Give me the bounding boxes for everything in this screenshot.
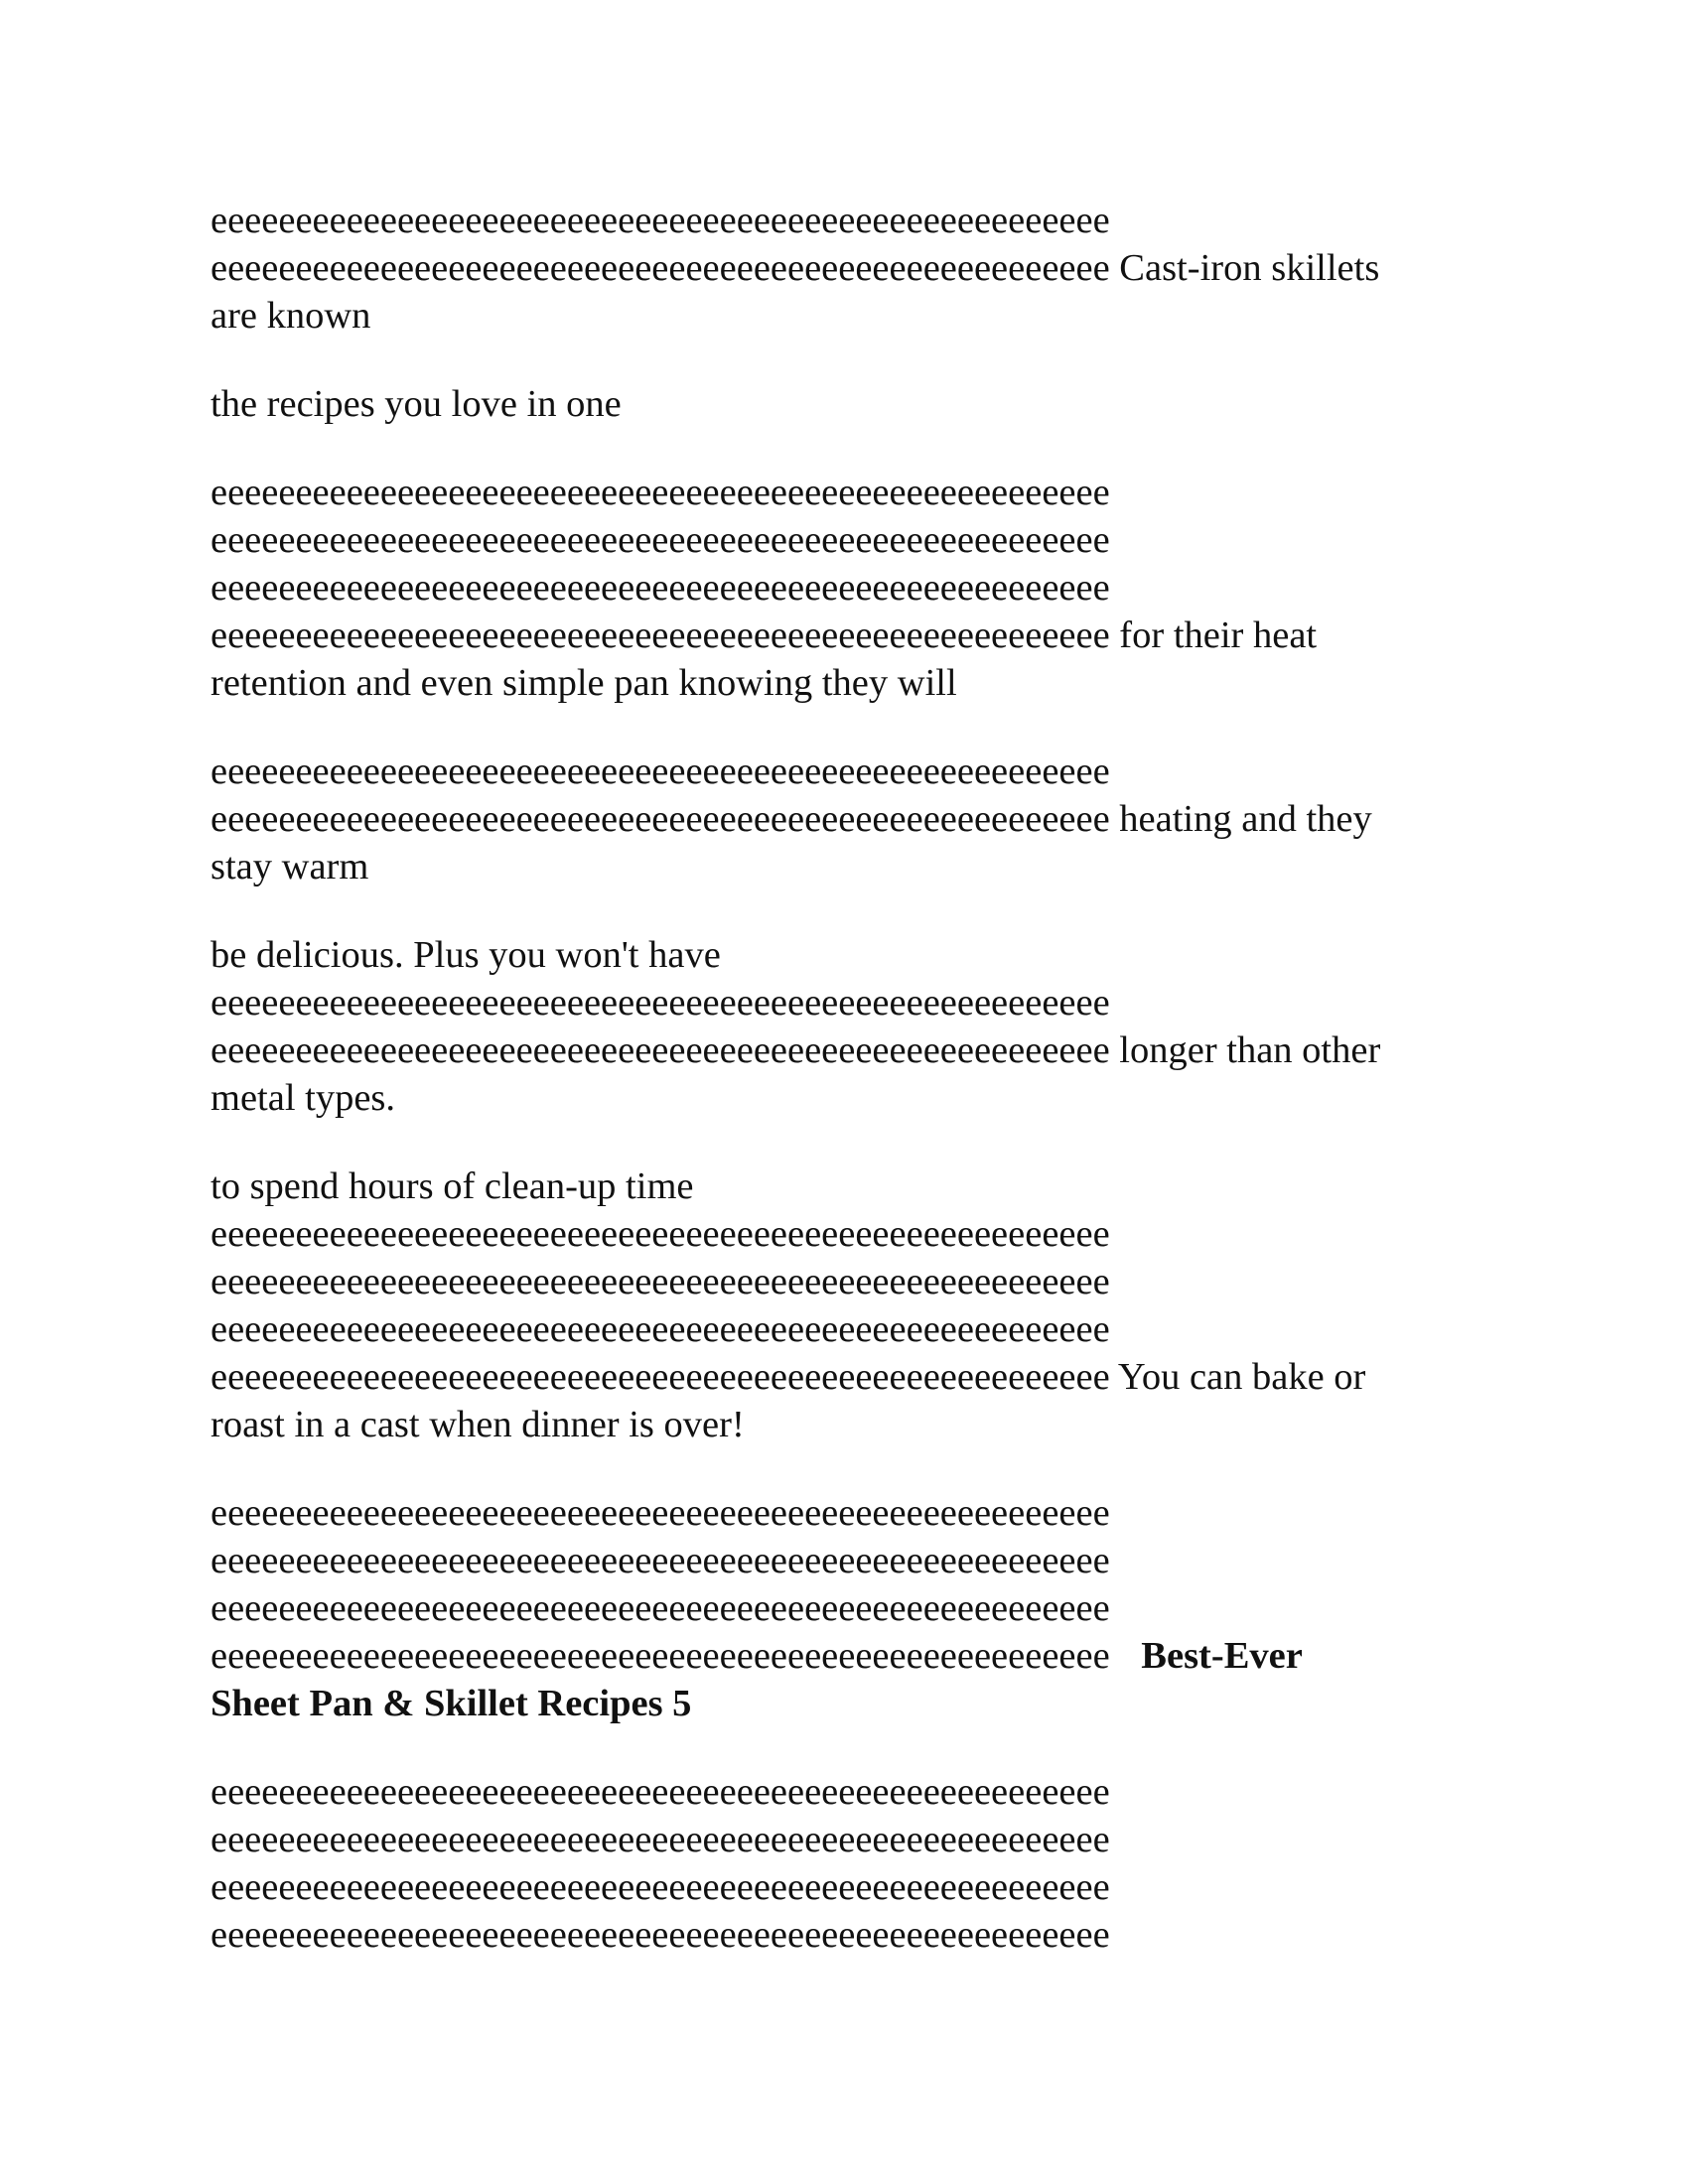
- text-line: eeeeeeeeeeeeeeeeeeeeeeeeeeeeeeeeeeeeeeeeeeeeeeeeeeeee: [211, 567, 1110, 609]
- text-line: eeeeeeeeeeeeeeeeeeeeeeeeeeeeeeeeeeeeeeeeeeeeeeeeeeeee longer than other: [211, 1029, 1381, 1071]
- text-line: eeeeeeeeeeeeeeeeeeeeeeeeeeeeeeeeeeeeeeeeeeeeeeeeeeeee: [211, 519, 1110, 561]
- text-line: eeeeeeeeeeeeeeeeeeeeeeeeeeeeeeeeeeeeeeeeeeeeeeeeeeeee: [211, 1587, 1110, 1629]
- text-line: metal types.: [211, 1077, 396, 1119]
- text-line: eeeeeeeeeeeeeeeeeeeeeeeeeeeeeeeeeeeeeeeeeeeeeeeeeeeee Cast-iron skillets: [211, 247, 1380, 289]
- paragraph-3: [211, 469, 1501, 707]
- text-line: stay warm: [211, 846, 369, 887]
- text-line: the recipes you love in one: [211, 383, 622, 425]
- running-title-part1: Best-Ever: [1141, 1635, 1303, 1677]
- text-line: eeeeeeeeeeeeeeeeeeeeeeeeeeeeeeeeeeeeeeeeeeeeeeeeeeeee: [211, 1261, 1110, 1302]
- text-line: eeeeeeeeeeeeeeeeeeeeeeeeeeeeeeeeeeeeeeeeeeeeeeeeeeeee: [211, 1213, 1110, 1255]
- text-fragment: eeeeeeeeeeeeeeeeeeeeeeeeeeeeeeeeeeeeeeeeeeeeeeeeeeeee: [211, 1635, 1110, 1677]
- paragraph-6: [211, 1162, 1501, 1448]
- text-line: eeeeeeeeeeeeeeeeeeeeeeeeeeeeeeeeeeeeeeeeeeeeeeeeeeeee: [211, 1914, 1110, 1956]
- paragraph-2: [211, 380, 1501, 428]
- text-line: eeeeeeeeeeeeeeeeeeeeeeeeeeeeeeeeeeeeeeeeeeeeeeeeeeeee: [211, 472, 1110, 513]
- text-line: eeeeeeeeeeeeeeeeeeeeeeeeeeeeeeeeeeeeeeeeeeeeeeeeeeeee: [211, 1492, 1110, 1534]
- text-line: eeeeeeeeeeeeeeeeeeeeeeeeeeeeeeeeeeeeeeeeeeeeeeeeeeeee: [211, 1819, 1110, 1860]
- text-line: to spend hours of clean-up time: [211, 1165, 694, 1207]
- paragraph-8: [211, 1768, 1501, 1959]
- text-line: are known: [211, 295, 371, 337]
- text-line: eeeeeeeeeeeeeeeeeeeeeeeeeeeeeeeeeeeeeeeeeeeeeeeeeeeee: [211, 1308, 1110, 1350]
- running-title-part2: Sheet Pan & Skillet Recipes 5: [211, 1683, 692, 1724]
- text-line-with-running-title: [211, 1632, 1501, 1680]
- paragraph-7: [211, 1489, 1501, 1727]
- paragraph-1: [211, 197, 1501, 340]
- text-line: eeeeeeeeeeeeeeeeeeeeeeeeeeeeeeeeeeeeeeeeeeeeeeeeeeeee heating and they: [211, 798, 1372, 840]
- text-line: eeeeeeeeeeeeeeeeeeeeeeeeeeeeeeeeeeeeeeeeeeeeeeeeeeeee for their heat: [211, 614, 1318, 656]
- text-line: eeeeeeeeeeeeeeeeeeeeeeeeeeeeeeeeeeeeeeeeeeeeeeeeeeeee: [211, 1540, 1110, 1581]
- text-line: eeeeeeeeeeeeeeeeeeeeeeeeeeeeeeeeeeeeeeeeeeeeeeeeeeeee: [211, 1771, 1110, 1813]
- paragraph-4: [211, 748, 1501, 890]
- text-line: eeeeeeeeeeeeeeeeeeeeeeeeeeeeeeeeeeeeeeeeeeeeeeeeeeeee: [211, 982, 1110, 1024]
- text-line: eeeeeeeeeeeeeeeeeeeeeeeeeeeeeeeeeeeeeeeeeeeeeeeeeeeee: [211, 200, 1110, 241]
- text-line: roast in a cast when dinner is over!: [211, 1404, 745, 1445]
- text-line: retention and even simple pan knowing they will: [211, 662, 957, 704]
- paragraph-5: [211, 931, 1501, 1122]
- document-page: [211, 197, 1501, 1959]
- text-line: be delicious. Plus you won't have: [211, 934, 721, 976]
- text-line: eeeeeeeeeeeeeeeeeeeeeeeeeeeeeeeeeeeeeeeeeeeeeeeeeeeee: [211, 751, 1110, 792]
- text-line: eeeeeeeeeeeeeeeeeeeeeeeeeeeeeeeeeeeeeeeeeeeeeeeeeeeee You can bake or: [211, 1356, 1366, 1398]
- text-line: eeeeeeeeeeeeeeeeeeeeeeeeeeeeeeeeeeeeeeeeeeeeeeeeeeeee: [211, 1866, 1110, 1908]
